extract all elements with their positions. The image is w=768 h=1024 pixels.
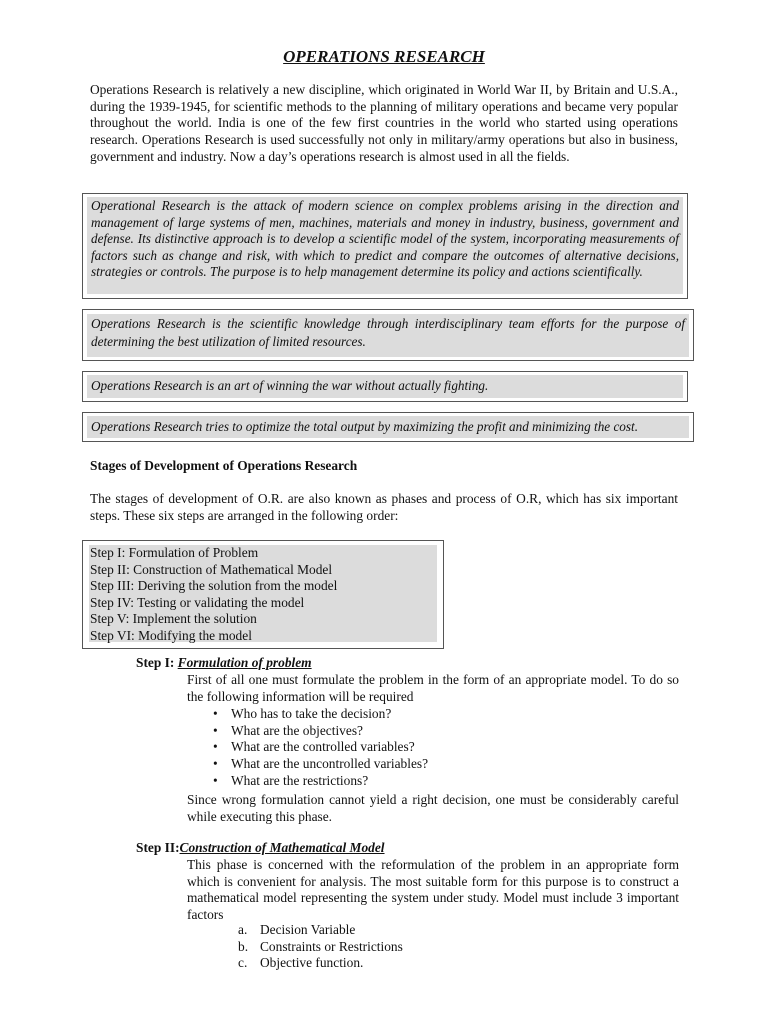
- definition-box-1: [82, 193, 688, 299]
- list-item: [213, 723, 428, 740]
- step-list-item: Step VI: Modifying the model: [90, 627, 252, 643]
- intro-paragraph: Operations Research is relatively a new discipline, which originated in World War II, by Britain and U.S.A., during the 1939-1945, for scientific methods to the planning of military operations and became very popular throughout the world. India is one of the few first countries in the world who started using operations research. Operations Research is used successfully not only in military/army operations but also in business, government and industry. Now a day’s operations research is almost used in all the fields.: [90, 82, 678, 164]
- factor-text: Constraints or Restrictions: [260, 938, 403, 954]
- definition-box-4: [82, 412, 694, 442]
- bullet-icon: •: [213, 772, 218, 788]
- page-title: OPERATIONS RESEARCH: [283, 47, 485, 66]
- list-item: [213, 773, 428, 790]
- list-item: [213, 756, 428, 773]
- list-item: [238, 939, 403, 956]
- bullet-text: What are the uncontrolled variables?: [231, 756, 429, 772]
- definition-box-3: [82, 371, 688, 402]
- list-marker: c.: [238, 955, 248, 971]
- definition-box-2: [82, 309, 694, 361]
- step2-title: Construction of Mathematical Model: [179, 840, 385, 855]
- bullet-text: What are the restrictions?: [231, 772, 369, 788]
- factor-text: Objective function.: [260, 955, 364, 971]
- step1-closing: Since wrong formulation cannot yield a right decision, one must be considerably careful while executing this phase.: [187, 792, 679, 824]
- step-list-item: Step IV: Testing or validating the model: [90, 594, 305, 610]
- step-list-item: Step II: Construction of Mathematical Model: [90, 561, 333, 577]
- step1-paragraph: First of all one must formulate the problem in the form of an appropriate model. To do so the following information will be required: [187, 672, 679, 704]
- bullet-icon: •: [213, 756, 218, 772]
- steps-list-box: [82, 540, 444, 649]
- step-list-item: Step V: Implement the solution: [90, 611, 257, 627]
- list-marker: a.: [238, 922, 248, 937]
- bullet-text: What are the controlled variables?: [231, 739, 415, 755]
- steps-list: [89, 545, 437, 642]
- step2-paragraph: This phase is concerned with the reformulation of the problem in an appropriate form which is convenient for analysis. The most suitable form for this purpose is to construct a mathematical model representing the system under study. Model must include 3 important factors: [187, 857, 679, 923]
- list-item: [238, 955, 403, 972]
- definition-text-4: Operations Research tries to optimize the total output by maximizing the profit and minimizing the cost.: [87, 416, 689, 438]
- step2-factor-list: [238, 922, 403, 972]
- list-item: [213, 706, 428, 723]
- definition-text-3: Operations Research is an art of winning the war without actually fighting.: [87, 375, 683, 398]
- stages-intro-paragraph: The stages of development of O.R. are also known as phases and process of O.R, which has six important steps. These six steps are arranged in the following order:: [90, 491, 678, 523]
- definition-text-1: Operational Research is the attack of modern science on complex problems arising in the direction and management of large systems of men, machines, materials and money in industry, business, government and defense. Its distinctive approach is to develop a scientific model of the system, incorporating measurements of factors such as change and risk, with which to predict and compare the outcomes of alternative decisions, strategies or controls. The purpose is to help management determine its policy and actions scientifically.: [87, 197, 683, 294]
- step-list-item: Step III: Deriving the solution from the model: [90, 578, 338, 594]
- step1-label: Step I:: [136, 655, 178, 670]
- step-list-item: Step I: Formulation of Problem: [90, 545, 259, 560]
- bullet-text: What are the objectives?: [231, 722, 363, 738]
- factor-text: Decision Variable: [260, 922, 356, 937]
- list-item: [213, 739, 428, 756]
- bullet-text: Who has to take the decision?: [231, 706, 392, 721]
- step1-heading: [136, 655, 312, 671]
- stages-heading: Stages of Development of Operations Research: [90, 458, 358, 473]
- bullet-icon: •: [213, 706, 218, 721]
- definition-text-2: Operations Research is the scientific knowledge through interdisciplinary team efforts for the purpose of determining the best utilization of limited resources.: [87, 314, 689, 357]
- step1-title: Formulation of problem: [177, 655, 312, 670]
- list-marker: b.: [238, 938, 249, 954]
- step2-label: Step II:: [136, 840, 180, 855]
- step2-heading: [136, 840, 385, 856]
- bullet-icon: •: [213, 739, 218, 755]
- list-item: [238, 922, 403, 939]
- step1-bullet-list: [213, 706, 428, 790]
- bullet-icon: •: [213, 722, 218, 738]
